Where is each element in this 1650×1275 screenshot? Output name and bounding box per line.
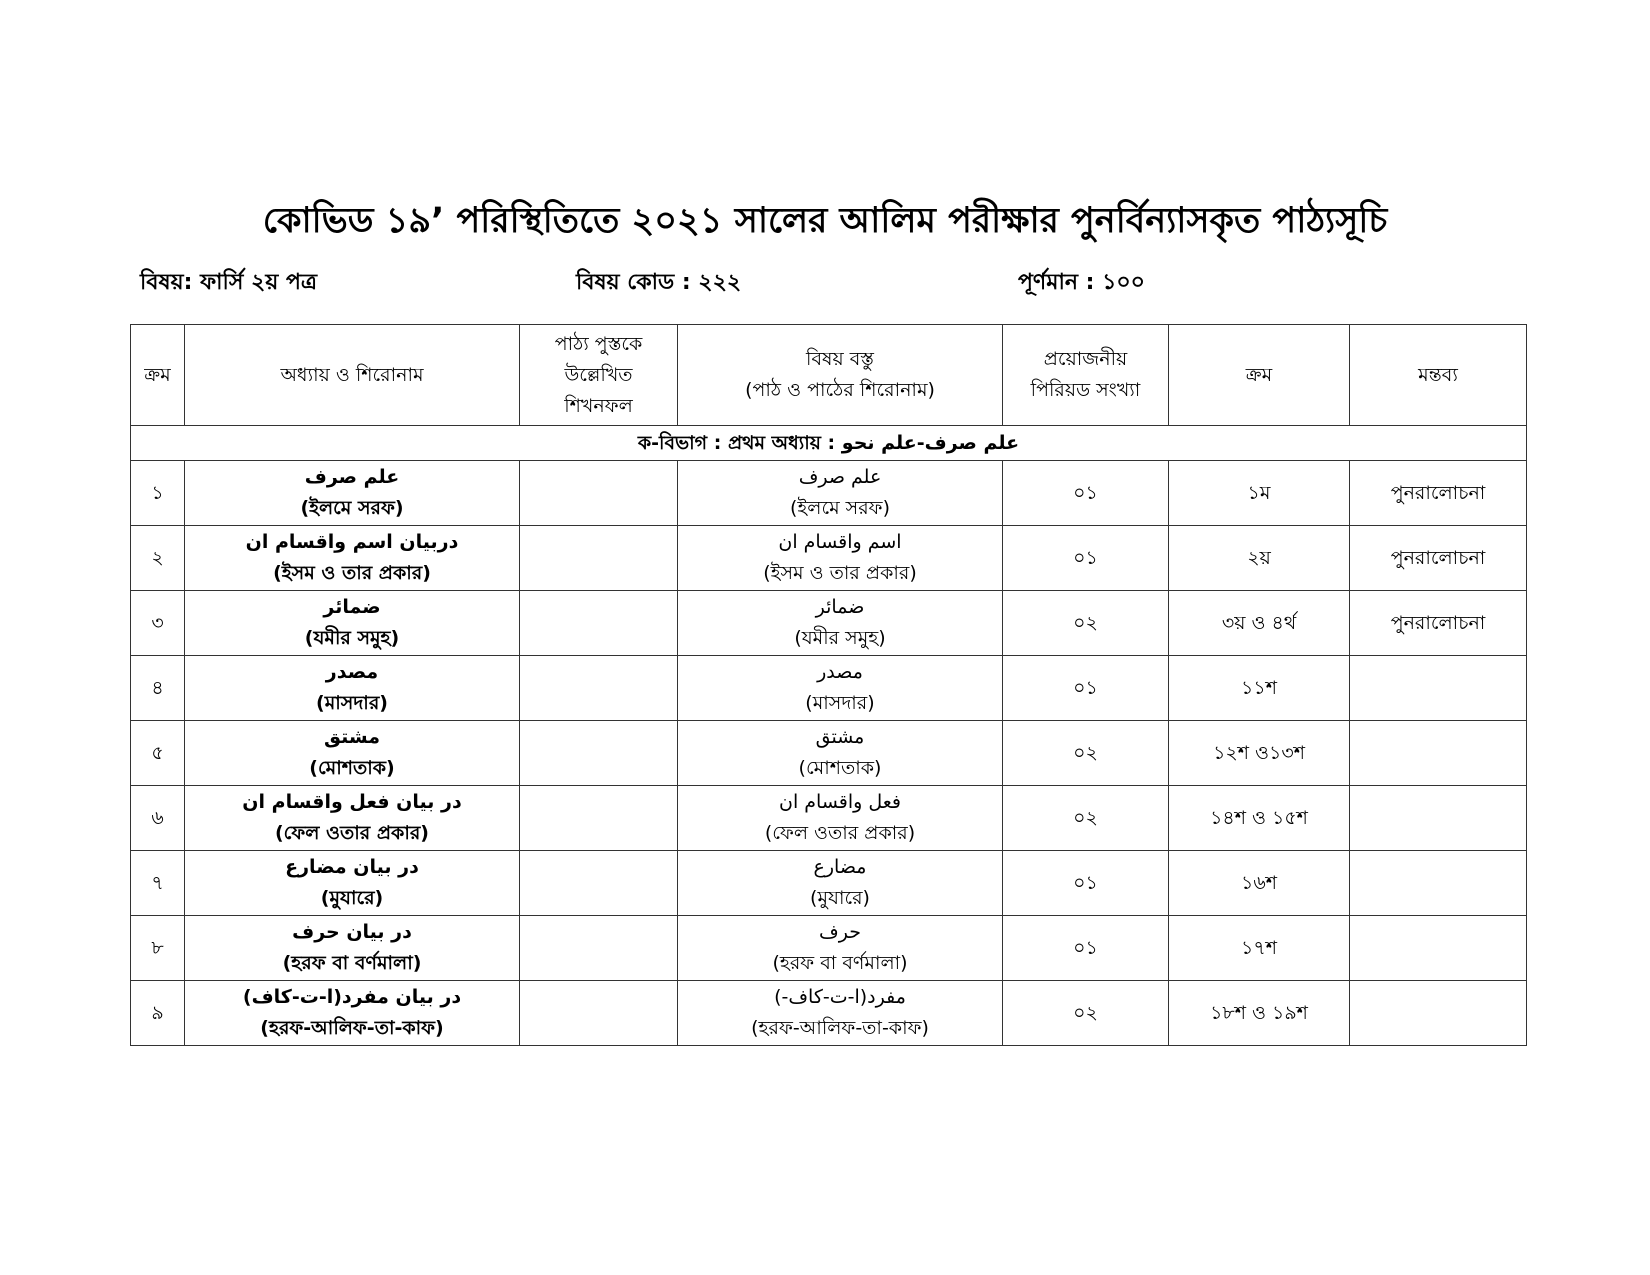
header-chapter: অধ্যায় ও শিরোনাম [185,325,520,426]
row-content-bangla: (যমীর সমুহ) [794,627,886,649]
row-serial: ৩ [151,611,164,634]
row-remarks-cell [1350,786,1527,851]
row-order: ১ম [1247,481,1271,504]
row-serial: ৫ [151,741,164,764]
table-row [131,786,1527,851]
header-content-line-1: বিষয় বস্তু [806,348,874,370]
row-chapter-cell [185,851,520,916]
row-chapter-cell [185,526,520,591]
row-outcome-cell [520,591,678,656]
row-outcome-cell [520,786,678,851]
row-chapter-arabic: در بيان حرف [292,921,412,943]
header-content [678,325,1003,426]
header-learning-outcome [520,325,678,426]
table-row [131,591,1527,656]
row-content-cell [678,461,1003,526]
header-periods-line-1: প্রয়োজনীয় [1043,348,1128,370]
row-chapter-bangla: (মোশতাক) [309,757,395,779]
row-chapter-arabic: مشتق [324,726,380,748]
row-content-cell [678,656,1003,721]
row-content-arabic: ضمائر [815,596,865,618]
table-row [131,461,1527,526]
row-content-arabic: اسم واقسام ان [778,531,902,553]
row-order: ১৭শ [1241,936,1277,959]
row-chapter-arabic: دربيان اسم واقسام ان [245,531,459,553]
row-chapter-bangla: (হরফ-আলিফ-তা-কাফ) [260,1017,444,1039]
row-periods: ০১ [1073,546,1098,569]
row-serial: ৮ [151,936,164,959]
row-chapter-arabic: علم صرف [304,466,400,488]
row-order-cell [1169,526,1350,591]
subject-code-label: বিষয় কোড : ২২২ [576,270,742,295]
row-serial-cell [131,786,185,851]
row-content-arabic: فعل واقسام ان [779,791,901,813]
row-periods: ০২ [1073,611,1098,634]
row-periods-cell [1003,851,1169,916]
row-serial-cell [131,721,185,786]
row-content-bangla: (মুযারে) [810,887,870,909]
syllabus-table [130,324,1527,1046]
table-row [131,916,1527,981]
row-content-arabic: مصدر [817,661,863,683]
row-outcome-cell [520,851,678,916]
row-periods: ০১ [1073,871,1098,894]
table-row [131,851,1527,916]
row-periods: ০১ [1073,936,1098,959]
page-title: কোভিড ১৯’ পরিস্থিতিতে ২০২১ সালের আলিম পরীক্ষার পুনর্বিন্যাসকৃত পাঠ্যসূচি [262,201,1388,241]
row-serial-cell [131,461,185,526]
row-periods-cell [1003,526,1169,591]
row-content-bangla: (ইসম ও তার প্রকার) [763,562,917,584]
row-order-cell [1169,981,1350,1046]
row-order-cell [1169,656,1350,721]
row-content-bangla: (মোশতাক) [798,757,882,779]
row-content-cell [678,526,1003,591]
row-remarks-cell [1350,461,1527,526]
row-periods: ০২ [1073,741,1098,764]
row-remarks-cell [1350,981,1527,1046]
row-serial: ৯ [151,1001,164,1024]
row-periods: ০১ [1073,481,1098,504]
header-outcome-line-3: শিখনফল [564,394,633,417]
row-serial: ২ [151,546,164,569]
section-row [131,426,1527,461]
row-chapter-arabic: در بيان مفرد(ا-ت-كاف) [242,986,462,1008]
row-chapter-cell [185,656,520,721]
row-content-cell [678,591,1003,656]
row-chapter-bangla: (ইলমে সরফ) [300,497,404,519]
row-outcome-cell [520,981,678,1046]
row-periods: ০২ [1073,806,1098,829]
header-serial: ক্রম [131,325,185,426]
row-outcome-cell [520,721,678,786]
row-chapter-cell [185,981,520,1046]
row-serial-cell [131,526,185,591]
row-order: ২য় [1247,546,1271,569]
row-order-cell [1169,591,1350,656]
row-content-cell [678,721,1003,786]
header-remarks: মন্তব্য [1350,325,1527,426]
table-row [131,656,1527,721]
table-row [131,981,1527,1046]
row-content-cell [678,851,1003,916]
row-chapter-bangla: (ফেল ওতার প্রকার) [275,822,429,844]
row-outcome-cell [520,526,678,591]
row-order-cell [1169,786,1350,851]
full-marks-label: পূর্ণমান : ১০০ [1018,270,1145,295]
row-periods-cell [1003,721,1169,786]
row-periods-cell [1003,591,1169,656]
row-periods-cell [1003,981,1169,1046]
row-serial-cell [131,591,185,656]
row-chapter-arabic: ضمائر [323,596,381,618]
row-chapter-cell [185,786,520,851]
row-periods: ০১ [1073,676,1098,699]
table-row [131,526,1527,591]
row-serial-cell [131,916,185,981]
row-remarks: পুনরালোচনা [1390,546,1486,569]
row-chapter-arabic: مصدر [325,661,379,683]
row-content-arabic: مشتق [815,726,865,748]
row-content-bangla: (ফেল ওতার প্রকার) [764,822,916,844]
row-remarks: পুনরালোচনা [1390,611,1486,634]
row-remarks-cell [1350,916,1527,981]
row-order: ৩য় ও ৪র্থ [1221,611,1297,634]
row-chapter-arabic: در بيان مضارع [285,856,419,878]
row-chapter-bangla: (মাসদার) [316,692,388,714]
row-remarks: পুনরালোচনা [1390,481,1486,504]
header-periods-line-2: পিরিয়ড সংখ্যা [1030,379,1141,401]
row-chapter-bangla: (হরফ বা বর্ণমালা) [282,952,422,974]
row-content-bangla: (মাসদার) [805,692,875,714]
row-content-arabic: مضارع [813,856,867,878]
header-outcome-line-1: পাঠ্য পুস্তকে [554,332,643,355]
row-serial: ৭ [151,871,164,894]
row-periods-cell [1003,461,1169,526]
row-order: ১৪শ ও ১৫শ [1210,806,1308,829]
row-outcome-cell [520,916,678,981]
row-order: ১৬শ [1241,871,1277,894]
row-order: ১৮শ ও ১৯শ [1210,1001,1308,1024]
row-periods-cell [1003,656,1169,721]
header-outcome-line-2: উল্লেখিত [564,363,633,386]
row-periods-cell [1003,916,1169,981]
header-content-line-2: (পাঠ ও পাঠের শিরোনাম) [745,379,935,401]
row-chapter-arabic: در بيان فعل واقسام ان [242,791,462,813]
row-chapter-bangla: (ইসম ও তার প্রকার) [273,562,431,584]
table-header-row [131,325,1527,426]
row-serial-cell [131,981,185,1046]
row-content-bangla: (হরফ-আলিফ-তা-কাফ) [751,1017,929,1039]
row-content-cell [678,786,1003,851]
section-heading [131,426,1527,461]
row-content-cell [678,981,1003,1046]
row-content-bangla: (ইলমে সরফ) [790,497,890,519]
row-chapter-cell [185,721,520,786]
row-periods: ০২ [1073,1001,1098,1024]
row-content-arabic: حرف [819,921,861,943]
row-order-cell [1169,721,1350,786]
row-outcome-cell [520,656,678,721]
row-serial-cell [131,656,185,721]
row-remarks-cell [1350,721,1527,786]
subject-label: বিষয়: ফার্সি ২য় পত্র [140,270,318,295]
row-outcome-cell [520,461,678,526]
row-serial: ৪ [151,676,164,699]
section-arabic-title: علم صرف-علم نحو [841,432,1020,454]
row-order-cell [1169,461,1350,526]
header-order: ক্রম [1169,325,1350,426]
row-content-arabic: علم صرف [798,466,882,488]
row-remarks-cell [1350,591,1527,656]
table-row [131,721,1527,786]
row-order: ১২শ ও১৩শ [1213,741,1305,764]
row-content-cell [678,916,1003,981]
row-serial: ৬ [151,806,164,829]
row-periods-cell [1003,786,1169,851]
row-remarks-cell [1350,526,1527,591]
row-content-arabic: مفرد(ا-ت-كاف-) [774,986,906,1008]
row-chapter-cell [185,591,520,656]
row-chapter-cell [185,461,520,526]
section-prefix: ক-বিভাগ : প্রথম অধ্যায় : [637,432,836,454]
row-serial-cell [131,851,185,916]
row-content-bangla: (হরফ বা বর্ণমালা) [772,952,908,974]
row-order-cell [1169,851,1350,916]
row-chapter-bangla: (যমীর সমুহ) [304,627,400,649]
row-order: ১১শ [1241,676,1277,699]
row-remarks-cell [1350,656,1527,721]
row-serial: ১ [151,481,164,504]
row-order-cell [1169,916,1350,981]
row-remarks-cell [1350,851,1527,916]
row-chapter-bangla: (মুযারে) [320,887,384,909]
row-chapter-cell [185,916,520,981]
header-periods [1003,325,1169,426]
